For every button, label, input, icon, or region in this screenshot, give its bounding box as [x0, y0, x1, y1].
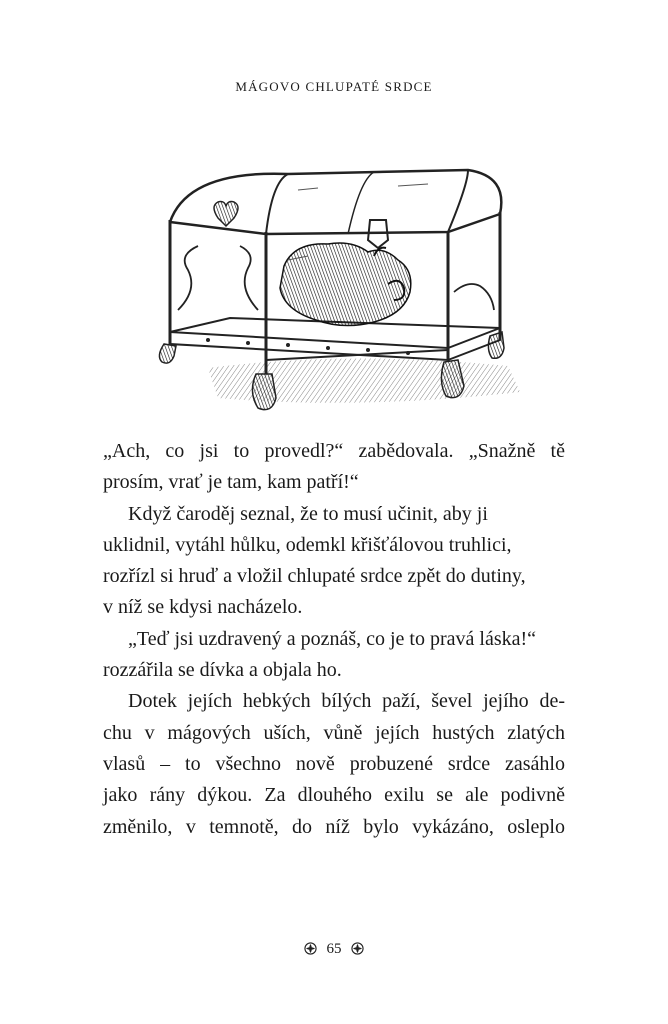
- text-line: změnilo, v temnotě, do níž bylo vykázáno, osleplo: [103, 815, 565, 838]
- text-line: Když čaroděj seznal, že to musí učinit, aby ji: [128, 502, 488, 525]
- casket-illustration: [148, 160, 523, 422]
- paragraph-3: [103, 624, 565, 687]
- page-footer: [0, 941, 668, 958]
- text-line: rozřízl si hruď a vložil chlupaté srdce zpět do dutiny,: [103, 565, 526, 588]
- text-line: jako rány dýkou. Za dlouhého exilu se ale podivně: [103, 784, 565, 807]
- text-line: prosím, vrať je tam, kam patří!“: [103, 471, 359, 494]
- paragraph-1: [103, 436, 565, 499]
- text-line: uklidnil, vytáhl hůlku, odemkl křišťálovou truhlici,: [103, 533, 512, 556]
- text-line: vlasů – to všechno nově probuzené srdce zasáhlo: [103, 752, 565, 775]
- text-line: „Ach, co jsi to provedl?“ zabědovala. „Snažně tě: [103, 440, 565, 462]
- floral-ornament-icon: [304, 942, 317, 955]
- text-line: rozzářila se dívka a objala ho.: [103, 659, 342, 682]
- text-line: v níž se kdysi nacházelo.: [103, 596, 303, 619]
- page-number: 65: [326, 941, 342, 957]
- body-text: [103, 436, 565, 843]
- running-head: MÁGOVO CHLUPATÉ SRDCE: [235, 79, 433, 94]
- text-line: „Teď jsi uzdravený a poznáš, co je to pravá láska!“: [128, 627, 537, 650]
- floral-ornament-icon: [351, 942, 364, 955]
- text-line: Dotek jejích hebkých bílých paží, ševel jejího de-: [128, 690, 565, 713]
- paragraph-2: [103, 499, 565, 624]
- paragraph-4: [103, 686, 565, 842]
- text-line: chu v mágových uších, vůně jejích hustých zlatých: [103, 721, 565, 744]
